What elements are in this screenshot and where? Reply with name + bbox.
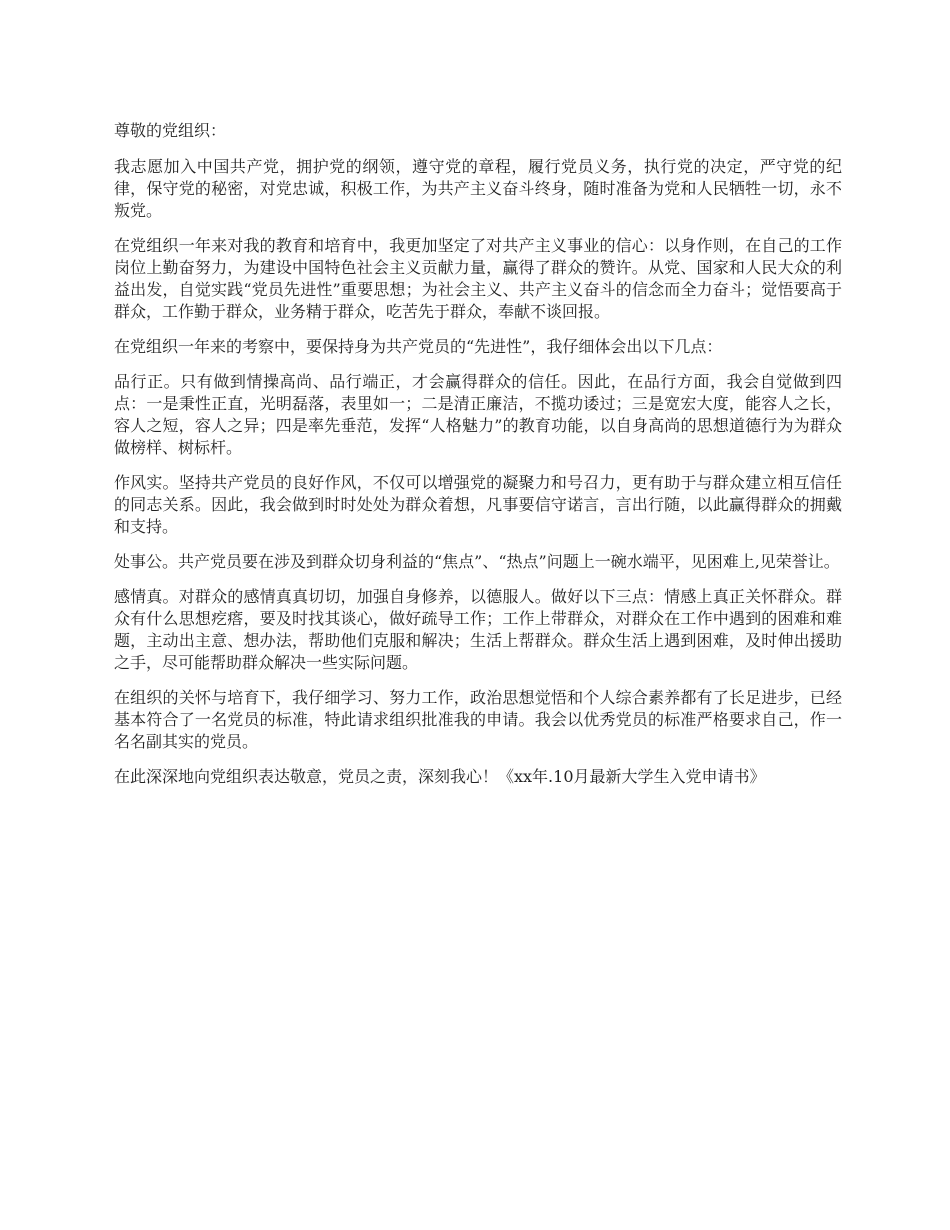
paragraph-sincerity: 感情真。对群众的感情真真切切，加强自身修养，以德服人。做好以下三点：情感上真正关怀群众。群众有什么思想疙瘩，要及时找其谈心，做好疏导工作；工作上带群众，对群众在工作中遇到的困难和难题，主动出主意、想办法，帮助他们克服和解决；生活上帮群众。群众生活上遇到困难，及时伸出援助之手，尽可能帮助群众解决一些实际问题。 [114,587,842,672]
paragraph-conduct: 品行正。只有做到情操高尚、品行端正，才会赢得群众的信任。因此，在品行方面，我会自觉做到四点：一是秉性正直，光明磊落，表里如一；二是清正廉洁，不揽功诿过；三是宽宏大度，能容人之长，容人之短，容人之异；四是率先垂范，发挥“人格魅力”的教育功能，以自身高尚的思想道德行为为群众做榜样、树标杆。 [114,372,842,457]
paragraph-closing: 在此深深地向党组织表达敬意，党员之责，深刻我心！《xx年.10月最新大学生入党申请书》 [114,767,766,786]
document-body [114,120,842,801]
paragraph-work-style: 作风实。坚持共产党员的良好作风，不仅可以增强党的凝聚力和号召力，更有助于与群众建立相互信任的同志关系。因此，我会做到时时处处为群众着想，凡事要信守诺言，言出行随，以此赢得群众的拥戴和支持。 [114,473,842,536]
paragraph-fairness: 处事公。共产党员要在涉及到群众切身利益的“焦点”、“热点”问题上一碗水端平，见困难上,见荣誉让。 [114,552,840,571]
paragraph-points-intro: 在党组织一年来的考察中，要保持身为共产党员的“先进性”，我仔细体会出以下几点： [114,337,723,356]
paragraph-education: 在党组织一年来对我的教育和培育中，我更加坚定了对共产主义事业的信心：以身作则，在自己的工作岗位上勤奋努力，为建设中国特色社会主义贡献力量，赢得了群众的赞许。从党、国家和人民大众的利益出发，自觉实践“党员先进性”重要思想；为社会主义、共产主义奋斗的信念而全力奋斗；觉悟要高于群众，工作勤于群众，业务精于群众，吃苦先于群众，奉献不谈回报。 [114,236,842,321]
salutation: 尊敬的党组织： [114,121,227,140]
paragraph-request: 在组织的关怀与培育下，我仔细学习、努力工作，政治思想觉悟和个人综合素养都有了长足进步，已经基本符合了一名党员的标准，特此请求组织批准我的申请。我会以优秀党员的标准严格要求自己，作一名名副其实的党员。 [114,688,842,751]
paragraph-pledge: 我志愿加入中国共产党，拥护党的纲领，遵守党的章程，履行党员义务，执行党的决定，严守党的纪律，保守党的秘密，对党忠诚，积极工作，为共产主义奋斗终身，随时准备为党和人民牺牲一切，永不叛党。 [114,157,842,220]
